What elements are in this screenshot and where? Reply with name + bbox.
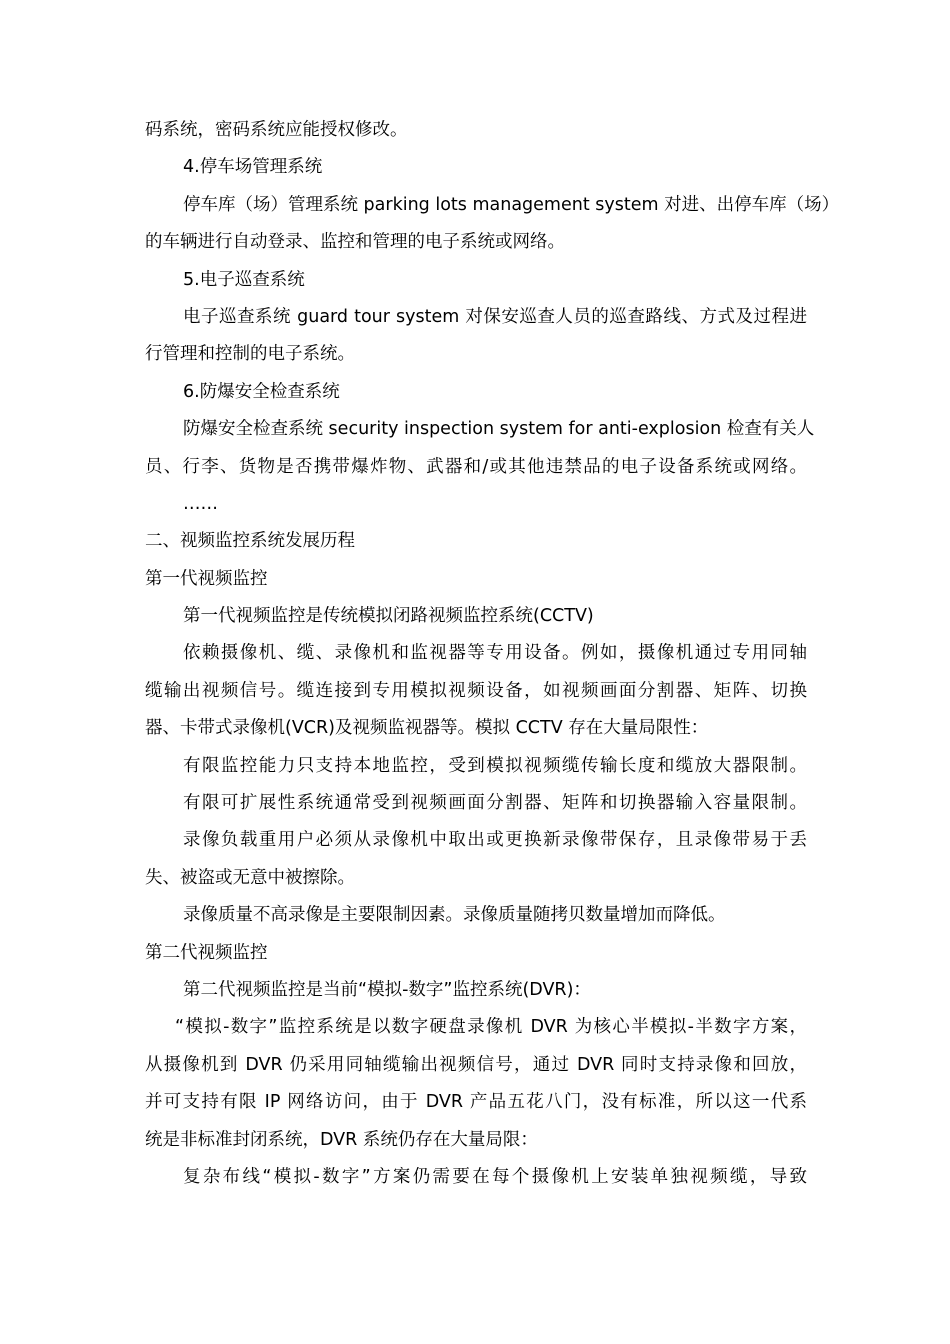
- text-line: 录像负载重用户必须从录像机中取出或更换新录像带保存，且录像带易于丢: [183, 830, 807, 851]
- text-line: 失、被盗或无意中被擦除。: [145, 867, 355, 888]
- text-line: 有限监控能力只支持本地监控，受到模拟视频缆传输长度和缆放大器限制。: [183, 755, 807, 776]
- text-line: 的车辆进行自动登录、监控和管理的电子系统或网络。: [145, 232, 565, 253]
- text-line: 第二代视频监控是当前“模拟-数字”监控系统(DVR)：: [183, 979, 591, 1000]
- text-line: 电子巡查系统 guard tour system 对保安巡查人员的巡查路线、方式及过程进: [183, 306, 807, 327]
- section-heading: 5.电子巡查系统: [183, 269, 305, 290]
- text-line: 缆输出视频信号。缆连接到专用模拟视频设备，如视频画面分割器、矩阵、切换: [145, 680, 807, 701]
- text-line: 防爆安全检查系统 security inspection system for anti-explosion 检查有关人: [183, 419, 815, 440]
- text-line: 第一代视频监控是传统模拟闭路视频监控系统(CCTV): [183, 606, 594, 627]
- text-line: 码系统，密码系统应能授权修改。: [145, 120, 408, 140]
- text-line: 统是非标准封闭系统，DVR 系统仍存在大量局限：: [145, 1129, 538, 1150]
- text-line: “模拟-数字”监控系统是以数字硬盘录像机 DVR 为核心半模拟-半数字方案，: [175, 1017, 807, 1038]
- text-line: 复杂布线“模拟-数字”方案仍需要在每个摄像机上安装单独视频缆，导致: [183, 1166, 807, 1187]
- text-line: 并可支持有限 IP 网络访问，由于 DVR 产品五花八门，没有标准，所以这一代系: [145, 1092, 807, 1113]
- section-heading: 6.防爆安全检查系统: [183, 381, 340, 402]
- text-line: 器、卡带式录像机(VCR)及视频监视器等。模拟 CCTV 存在大量局限性：: [145, 718, 709, 739]
- ellipsis: ……: [183, 493, 218, 514]
- subsection-heading: 第一代视频监控: [145, 568, 268, 589]
- text-line: 行管理和控制的电子系统。: [145, 344, 355, 365]
- text-line: 员、行李、货物是否携带爆炸物、武器和/或其他违禁品的电子设备系统或网络。: [145, 456, 807, 477]
- text-line: 录像质量不高录像是主要限制因素。录像质量随拷贝数量增加而降低。: [183, 905, 726, 926]
- text-line: 有限可扩展性系统通常受到视频画面分割器、矩阵和切换器输入容量限制。: [183, 793, 807, 814]
- subsection-heading: 第二代视频监控: [145, 942, 268, 963]
- text-line: 从摄像机到 DVR 仍采用同轴缆输出视频信号，通过 DVR 同时支持录像和回放，: [145, 1054, 807, 1075]
- document-body: [145, 112, 840, 1196]
- text-line: 停车库（场）管理系统 parking lots management system 对进、出停车库（场）: [183, 194, 840, 215]
- chapter-heading: 二、视频监控系统发展历程: [145, 531, 355, 552]
- section-heading: 4.停车场管理系统: [183, 157, 323, 178]
- text-line: 依赖摄像机、缆、录像机和监视器等专用设备。例如，摄像机通过专用同轴: [183, 643, 807, 664]
